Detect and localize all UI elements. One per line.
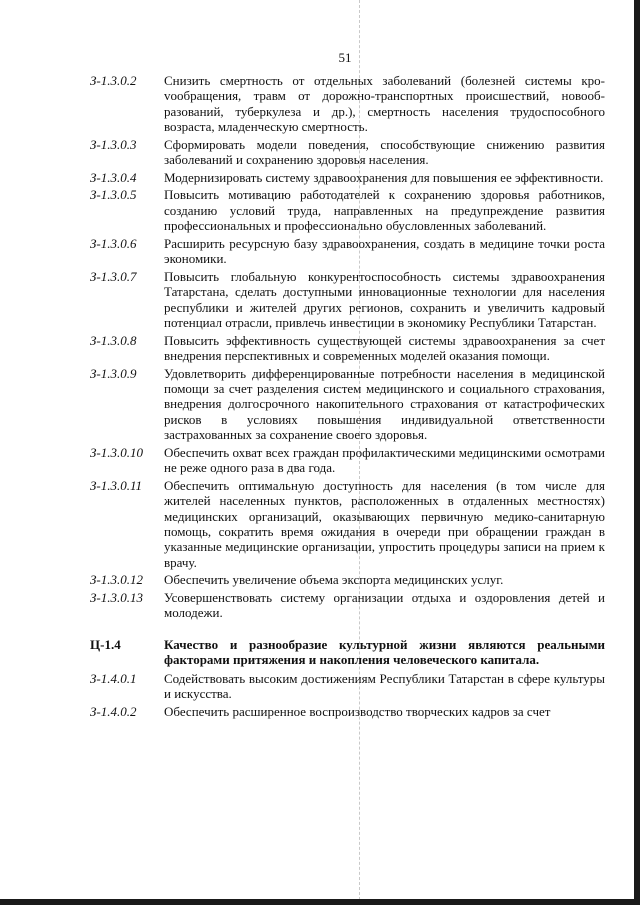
- task-code: З-1.3.0.11: [90, 477, 143, 493]
- task-code: З-1.3.0.7: [90, 268, 137, 284]
- section-task-list: [90, 671, 605, 719]
- scan-right-edge: [634, 0, 640, 905]
- task-item: [90, 170, 605, 185]
- task-code: З-1.3.0.8: [90, 332, 137, 348]
- task-code: З-1.3.0.6: [90, 235, 137, 251]
- task-code: З-1.3.0.3: [90, 136, 137, 152]
- task-item: [90, 366, 605, 443]
- document-body: [90, 73, 605, 721]
- task-item: [90, 478, 605, 570]
- task-item: [90, 73, 605, 135]
- task-item: [90, 269, 605, 331]
- task-item: [90, 704, 605, 719]
- task-code: З-1.4.0.2: [90, 703, 137, 719]
- task-text: Содействовать высоким достижениям Республики Татарстан в сфере культуры и искусства.: [164, 670, 605, 702]
- task-item: [90, 187, 605, 233]
- task-code: З-1.3.0.2: [90, 73, 137, 88]
- task-code: З-1.3.0.12: [90, 572, 144, 588]
- task-text: Повысить мотивацию работодателей к сохранению здоровья работников, созданию условий труда, направленных на предупреждение развития профессиональных и профессионально обусловленных заболеваний.: [164, 187, 605, 234]
- task-text: Удовлетворить дифференцированные потребности населения в медицинской помощи за счет разделения систем медицинского и социального страхования, внедрения долгосрочного накопительного страхования от катастрофических рисков в условиях повышения индивидуальной ответственности застрахованных за сохранение своего здоровья.: [164, 365, 605, 443]
- task-text: Обеспечить охват всех граждан профилактическими медицинскими осмотрами не реже одного раза в два года.: [164, 444, 605, 476]
- task-text: Обеспечить увеличение объема экспорта медицинских услуг.: [164, 572, 504, 588]
- page-number: 51: [338, 50, 352, 65]
- task-text: Повысить глобальную конкурентоспособность системы здравоохранения Татарстана, сделать доступными инновационные технологии для населения республики и жителей других регионов, сохранить и увеличить кадровый потенциал отрасли, привлечь инвестиции в экономику Республики Татарстан.: [164, 268, 605, 331]
- task-text: Обеспечить расширенное воспроизводство творческих кадров за счет: [164, 703, 551, 719]
- task-code: З-1.3.0.13: [90, 590, 144, 606]
- task-text: Сформировать модели поведения, способствующие снижению развития заболеваний и сохранению здоровья населения.: [164, 136, 605, 168]
- task-text: Обеспечить оптимальную доступность для населения (в том числе для жителей населенных пунктов, расположенных в отдаленных местностях) медицинских организаций, оказывающих первичную медико-санитарную помощь, сократить время ожидания в очереди при обращении граждан в указанные медицинские организации, упростить процедуры записи на прием к врачу.: [164, 477, 605, 570]
- task-list: [90, 73, 605, 621]
- section-title: Качество и разнообразие культурной жизни являются реальными факторами притяжения и накопления человеческого капитала.: [164, 636, 605, 668]
- task-item: [90, 671, 605, 702]
- task-item: [90, 572, 605, 587]
- task-text: Расширить ресурсную базу здравоохранения, создать в медицине точки роста экономики.: [164, 235, 605, 267]
- scan-bottom-edge: [0, 899, 640, 905]
- section-heading: [90, 637, 605, 668]
- task-item: [90, 236, 605, 267]
- task-text: Усовершенствовать систему организации отдыха и оздоровления детей и молодежи.: [164, 590, 605, 621]
- section-code: Ц-1.4: [90, 636, 121, 652]
- task-code: З-1.3.0.4: [90, 169, 137, 185]
- task-item: [90, 333, 605, 364]
- task-item: [90, 590, 605, 621]
- task-item: [90, 445, 605, 476]
- task-text: Снизить смертность от отдельных заболеваний (болезней системы кроvообращения, травм от дорожно-транспортных происшествий, новообразований, туберкулеза и др.), смертность населения трудоспособного возраста, младенческую смертность.: [164, 73, 605, 135]
- task-item: [90, 137, 605, 168]
- task-code: З-1.3.0.9: [90, 365, 137, 381]
- task-code: З-1.3.0.5: [90, 187, 137, 203]
- task-text: Модернизировать систему здравоохранения для повышения ее эффективности.: [164, 169, 604, 185]
- task-code: З-1.4.0.1: [90, 670, 137, 686]
- task-code: З-1.3.0.10: [90, 444, 144, 460]
- task-text: Повысить эффективность существующей системы здравоохранения за счет внедрения перспективных и современных моделей оказания помощи.: [164, 332, 605, 364]
